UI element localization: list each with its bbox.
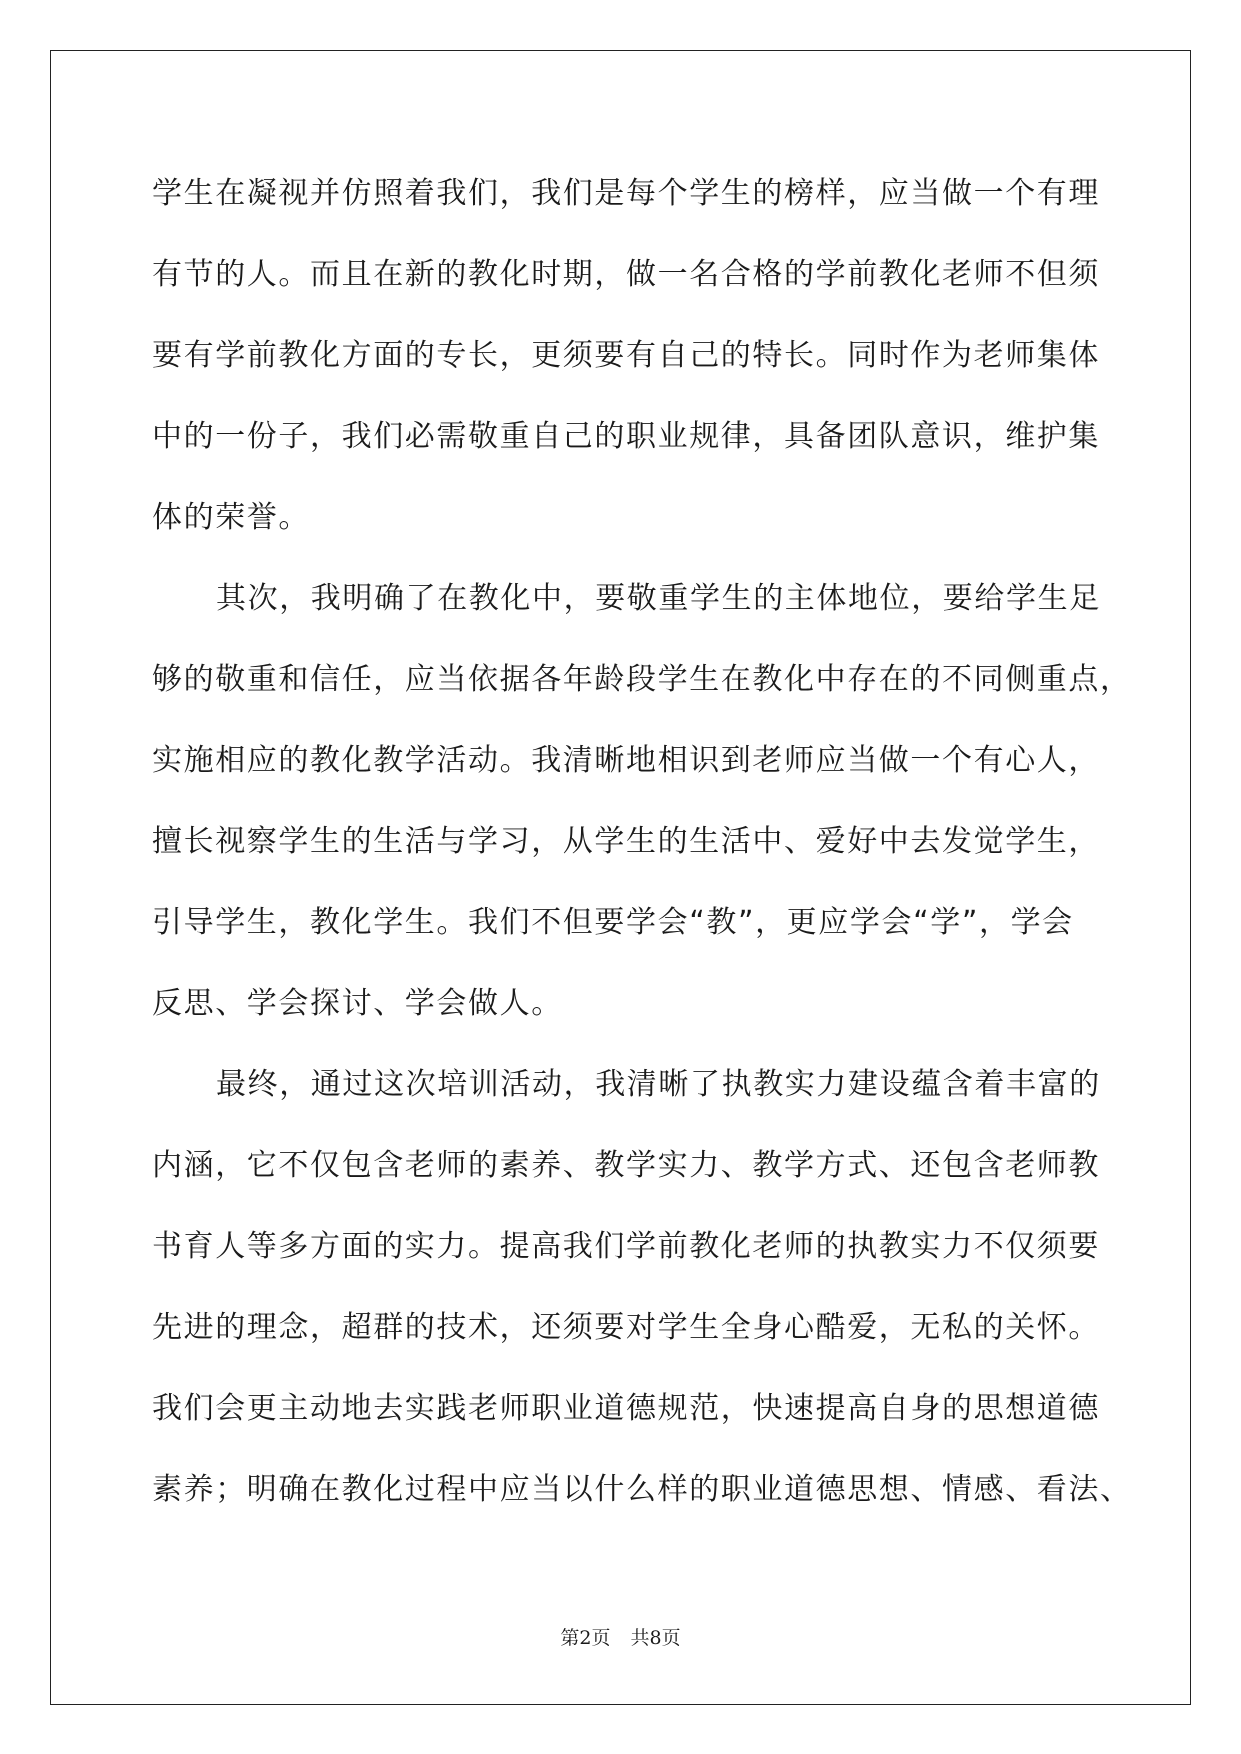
total-pages-label: 共8页 bbox=[630, 1627, 681, 1649]
text-line: 够的敬重和信任，应当依据各年龄段学生在教化中存在的不同侧重点， bbox=[152, 662, 1132, 697]
text-line: 我们会更主动地去实践老师职业道德规范，快速提高自身的思想道德 bbox=[152, 1391, 1100, 1426]
current-page-label: 第2页 bbox=[560, 1627, 611, 1649]
page-footer bbox=[0, 1623, 1241, 1650]
text-line: 有节的人。而且在新的教化时期，做一名合格的学前教化老师不但须 bbox=[152, 257, 1100, 292]
paragraph-start-line: 最终，通过这次培训活动，我清晰了执教实力建设蕴含着丰富的 bbox=[216, 1067, 1101, 1102]
text-line: 素养；明确在教化过程中应当以什么样的职业道德思想、情感、看法、 bbox=[152, 1472, 1132, 1507]
text-line: 学生在凝视并仿照着我们，我们是每个学生的榜样，应当做一个有理 bbox=[152, 176, 1100, 211]
text-line: 引导学生，教化学生。我们不但要学会“教”，更应学会“学”，学会 bbox=[152, 905, 1074, 940]
text-line: 实施相应的教化教学活动。我清晰地相识到老师应当做一个有心人， bbox=[152, 743, 1100, 778]
text-line: 书育人等多方面的实力。提高我们学前教化老师的执教实力不仅须要 bbox=[152, 1229, 1100, 1264]
text-line: 内涵，它不仅包含老师的素养、教学实力、教学方式、还包含老师教 bbox=[152, 1148, 1100, 1183]
paragraph-start-line: 其次，我明确了在教化中，要敬重学生的主体地位，要给学生足 bbox=[216, 581, 1101, 616]
text-line: 中的一份子，我们必需敬重自己的职业规律，具备团队意识，维护集 bbox=[152, 419, 1100, 454]
text-line: 擅长视察学生的生活与学习，从学生的生活中、爱好中去发觉学生， bbox=[152, 824, 1100, 859]
text-line: 先进的理念，超群的技术，还须要对学生全身心酷爱，无私的关怀。 bbox=[152, 1310, 1100, 1345]
text-line: 要有学前教化方面的专长，更须要有自己的特长。同时作为老师集体 bbox=[152, 338, 1100, 373]
document-body bbox=[152, 164, 1132, 1541]
text-line: 反思、学会探讨、学会做人。 bbox=[152, 986, 563, 1021]
text-line: 体的荣誉。 bbox=[152, 500, 310, 535]
